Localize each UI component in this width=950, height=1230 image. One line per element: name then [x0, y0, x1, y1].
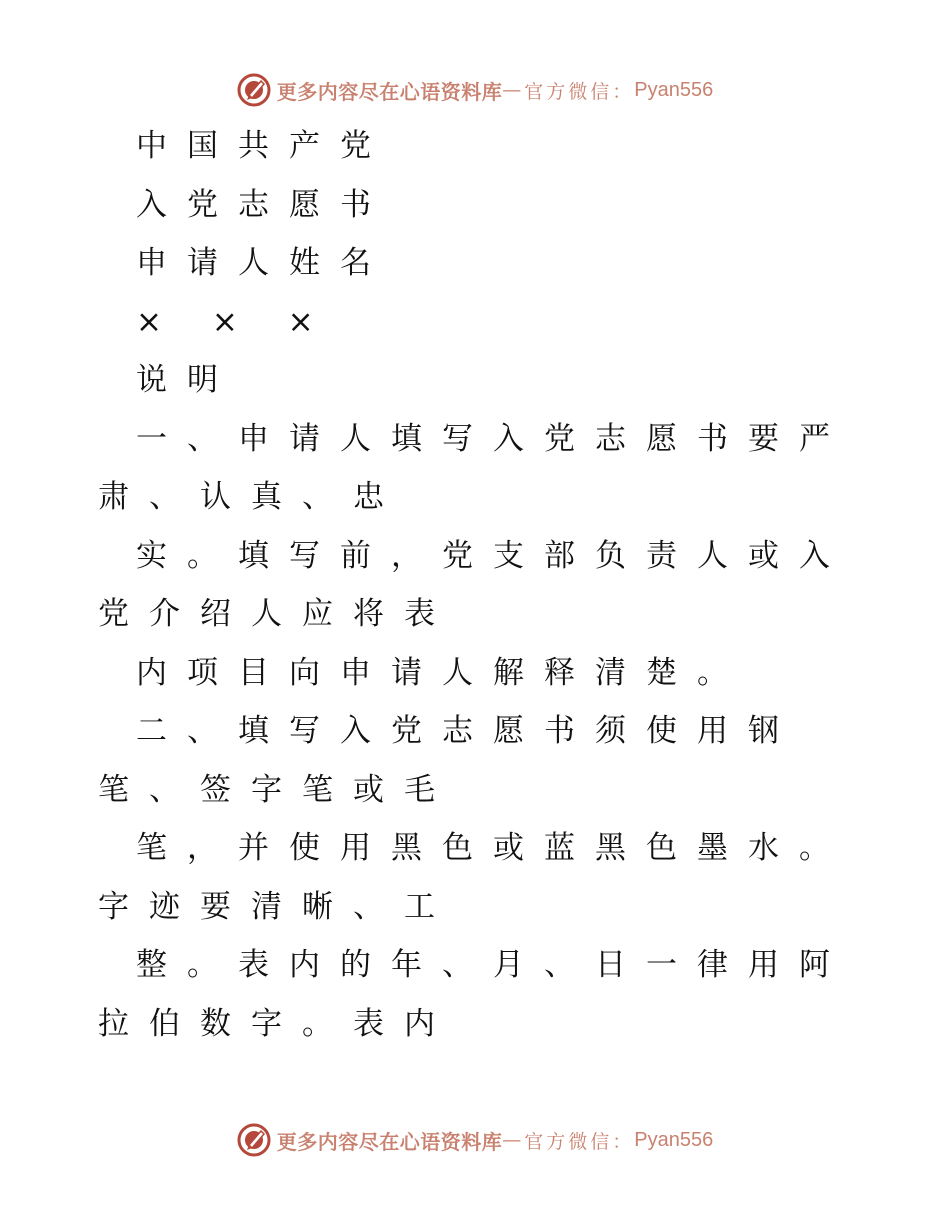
- text-line: 中国共产党: [136, 128, 391, 164]
- watermark-label: 官方微信：: [524, 80, 635, 103]
- text-line: 整。表内的年、月、日一律用阿: [136, 947, 850, 983]
- watermark-id: Pyan556: [634, 1128, 714, 1151]
- text-line: × × ×: [136, 303, 334, 340]
- text-line: 笔，并使用黑色或蓝黑色墨水。: [136, 830, 850, 866]
- text-line: 说明: [136, 362, 238, 398]
- pen-logo-icon: [237, 1123, 271, 1157]
- text-line: 肃、认真、忠: [98, 479, 404, 515]
- footer-watermark: [0, 1120, 950, 1160]
- text-line: 申请人姓名: [136, 245, 391, 281]
- text-line: 党介绍人应将表: [98, 596, 455, 632]
- watermark-label: 官方微信：: [524, 1130, 635, 1153]
- text-line: 笔、签字笔或毛: [98, 771, 455, 808]
- header-watermark: [0, 70, 950, 110]
- watermark-text: 更多内容尽在心语资料库: [276, 79, 503, 104]
- watermark-id: Pyan556: [634, 78, 714, 101]
- text-line: 二、填写入党志愿书须使用钢: [136, 713, 799, 749]
- text-line: 内项目向申请人解释清楚。: [136, 654, 748, 691]
- text-line: 一、申请人填写入党志愿书要严: [136, 420, 850, 457]
- document-body: [98, 117, 858, 1053]
- text-line: 拉伯数字。表内: [98, 1005, 455, 1042]
- watermark-text: 更多内容尽在心语资料库: [276, 1129, 503, 1154]
- text-line: 入党志愿书: [136, 186, 391, 223]
- pen-logo-icon: [237, 73, 271, 107]
- watermark-dash: —: [502, 1129, 525, 1151]
- text-line: 字迹要清晰、工: [98, 888, 455, 925]
- watermark-dash: —: [502, 79, 525, 101]
- text-line: 实。填写前，党支部负责人或入: [136, 537, 850, 574]
